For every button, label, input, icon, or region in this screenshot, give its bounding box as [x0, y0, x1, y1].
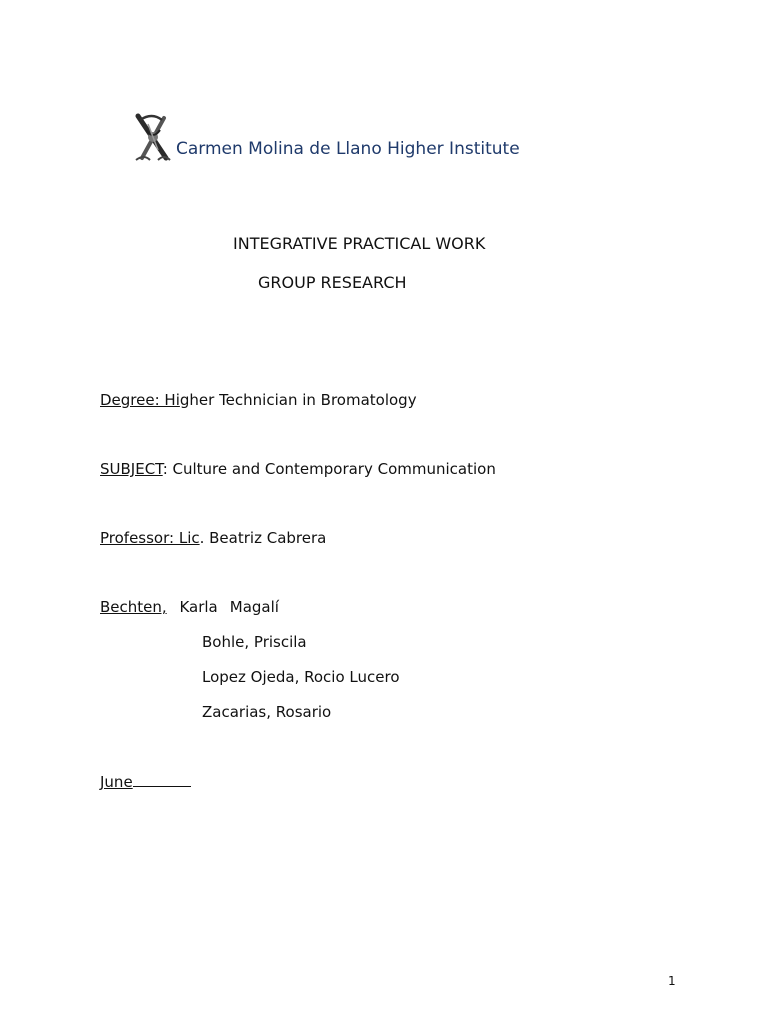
subject-line [100, 460, 496, 478]
document-header [132, 110, 520, 166]
professor-value: . Beatriz Cabrera [199, 529, 327, 547]
student-line-1 [100, 598, 279, 616]
date-line [100, 772, 191, 791]
student-line-2: Bohle, Priscila [202, 633, 307, 651]
page-number: 1 [668, 974, 676, 988]
student-middle-name-1: Magalí [229, 598, 279, 616]
subject-label: SUBJECT [100, 460, 163, 478]
date-blank [133, 772, 191, 787]
student-surname-1: Bechten, [100, 598, 167, 616]
degree-value: gher Technician in Bromatology [179, 391, 417, 409]
student-line-3: Lopez Ojeda, Rocio Lucero [202, 668, 400, 686]
student-given-name-1: Karla [179, 598, 218, 616]
degree-label: Degree: Hi [100, 391, 180, 409]
professor-label: Professor: Lic [100, 529, 200, 547]
date-month: June [100, 773, 133, 791]
degree-line [100, 391, 417, 409]
subject-value: : Culture and Contemporary Communication [162, 460, 496, 478]
professor-line [100, 529, 326, 547]
student-line-4: Zacarias, Rosario [202, 703, 332, 721]
institute-logo-icon [132, 110, 174, 166]
document-subtitle: GROUP RESEARCH [258, 273, 407, 292]
document-title: INTEGRATIVE PRACTICAL WORK [233, 234, 486, 253]
institute-name: Carmen Molina de Llano Higher Institute [176, 139, 520, 159]
